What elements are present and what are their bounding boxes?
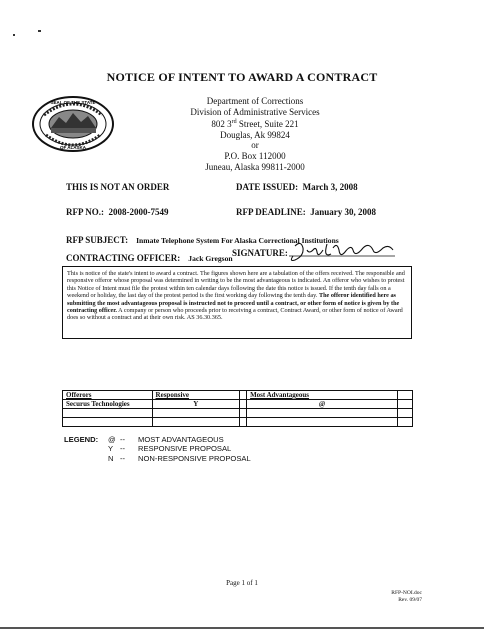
- page-title: NOTICE OF INTENT TO AWARD A CONTRACT: [106, 70, 378, 84]
- cell-offeror: Securus Technologies: [63, 400, 153, 409]
- agency-address: [140, 96, 370, 172]
- header-spacer: [240, 391, 247, 400]
- scan-speck: [13, 34, 15, 36]
- city-line-2: Juneau, Alaska 99811-2000: [205, 161, 305, 172]
- notice-text: This is notice of the state's intent to award a contract. The figures shown here are a tabulation of the offers received. The responsible and responsive offeror whose proposal was determined in writing to be the most advantageous is indicated. An offeror who wishes to protest this Notice of Intent must file the protest within ten calendar days following the date this notice is issued. If the tenth day falls on a weekend or holiday, the last day of the protest period is the first working day following the tenth day.: [67, 270, 405, 300]
- city-line: Douglas, Ak 99824: [220, 129, 290, 140]
- date-issued: DATE ISSUED: March 3, 2008: [236, 182, 358, 192]
- header-offerors: Offerors: [63, 391, 153, 400]
- legend-item: N -- NON-RESPONSIVE PROPOSAL: [108, 453, 251, 463]
- notice-text-box: [62, 266, 412, 339]
- header-responsive: Responsive: [152, 391, 240, 400]
- rfp-deadline: RFP DEADLINE: January 30, 2008: [236, 207, 377, 217]
- cell-offeror: [63, 418, 153, 427]
- svg-text:OF ALASKA: OF ALASKA: [59, 145, 87, 150]
- legend-list: [108, 435, 251, 463]
- state-seal-icon: [26, 95, 124, 153]
- street-address: 802 3rd Street, Suite 221: [211, 119, 299, 130]
- cell-responsive: [152, 409, 240, 418]
- cell-offeror: [63, 409, 153, 418]
- rfp-number: RFP NO.: 2008-2000-7549: [66, 207, 169, 217]
- cell-spacer-end: [398, 418, 413, 427]
- cell-spacer: [240, 409, 247, 418]
- cell-most-advantageous: [247, 409, 398, 418]
- rfp-subject: RFP SUBJECT: Inmate Telephone System For Alaska Correctional Institutions: [66, 235, 339, 245]
- signature-icon: [283, 238, 403, 266]
- table-row: [63, 409, 413, 418]
- table-row: [63, 400, 413, 409]
- legend-label: LEGEND:: [64, 435, 99, 444]
- signature-label: SIGNATURE:: [232, 248, 288, 258]
- cell-spacer: [240, 400, 247, 409]
- offers-table: [62, 390, 413, 427]
- scan-bottom-line: [0, 627, 484, 629]
- header-most-advantageous: Most Advantageous: [247, 391, 398, 400]
- cell-responsive: [152, 418, 240, 427]
- notice-bold-text: The offeror identified here as submitting the most advantageous proposal is instructed not to proceed until a contract, or other form of notice is given by the contracting officer.: [67, 292, 400, 315]
- cell-spacer-end: [398, 400, 413, 409]
- division-name: Division of Administrative Services: [190, 106, 320, 117]
- scan-speck: [38, 30, 41, 32]
- header-spacer-end: [398, 391, 413, 400]
- cell-most-advantageous: [247, 418, 398, 427]
- legend-item: Y -- RESPONSIVE PROPOSAL: [108, 444, 232, 454]
- file-reference: RFP-NOI.doc Rev. 09/07: [391, 590, 422, 603]
- legend-item: @ -- MOST ADVANTAGEOUS: [108, 435, 224, 444]
- notice-text-end: A company or person who proceeds prior to receiving a contract, Contract Award, or other form of notice of Award does so without a contract and at their own risk. AS 36.30.365.: [67, 307, 403, 322]
- page-number: Page 1 of 1: [226, 579, 258, 587]
- cell-most-advantageous: @: [247, 400, 398, 409]
- table-header-row: [63, 391, 413, 400]
- svg-text:SEAL OF THE STATE: SEAL OF THE STATE: [50, 100, 96, 105]
- cell-spacer: [240, 418, 247, 427]
- cell-responsive: Y: [152, 400, 240, 409]
- cell-spacer-end: [398, 409, 413, 418]
- contracting-officer: CONTRACTING OFFICER: Jack Gregson: [66, 253, 233, 263]
- table-row: [63, 418, 413, 427]
- or-line: or: [251, 140, 259, 151]
- po-box: P.O. Box 112000: [224, 150, 286, 161]
- department-name: Department of Corrections: [206, 96, 304, 106]
- not-an-order: THIS IS NOT AN ORDER: [66, 182, 170, 192]
